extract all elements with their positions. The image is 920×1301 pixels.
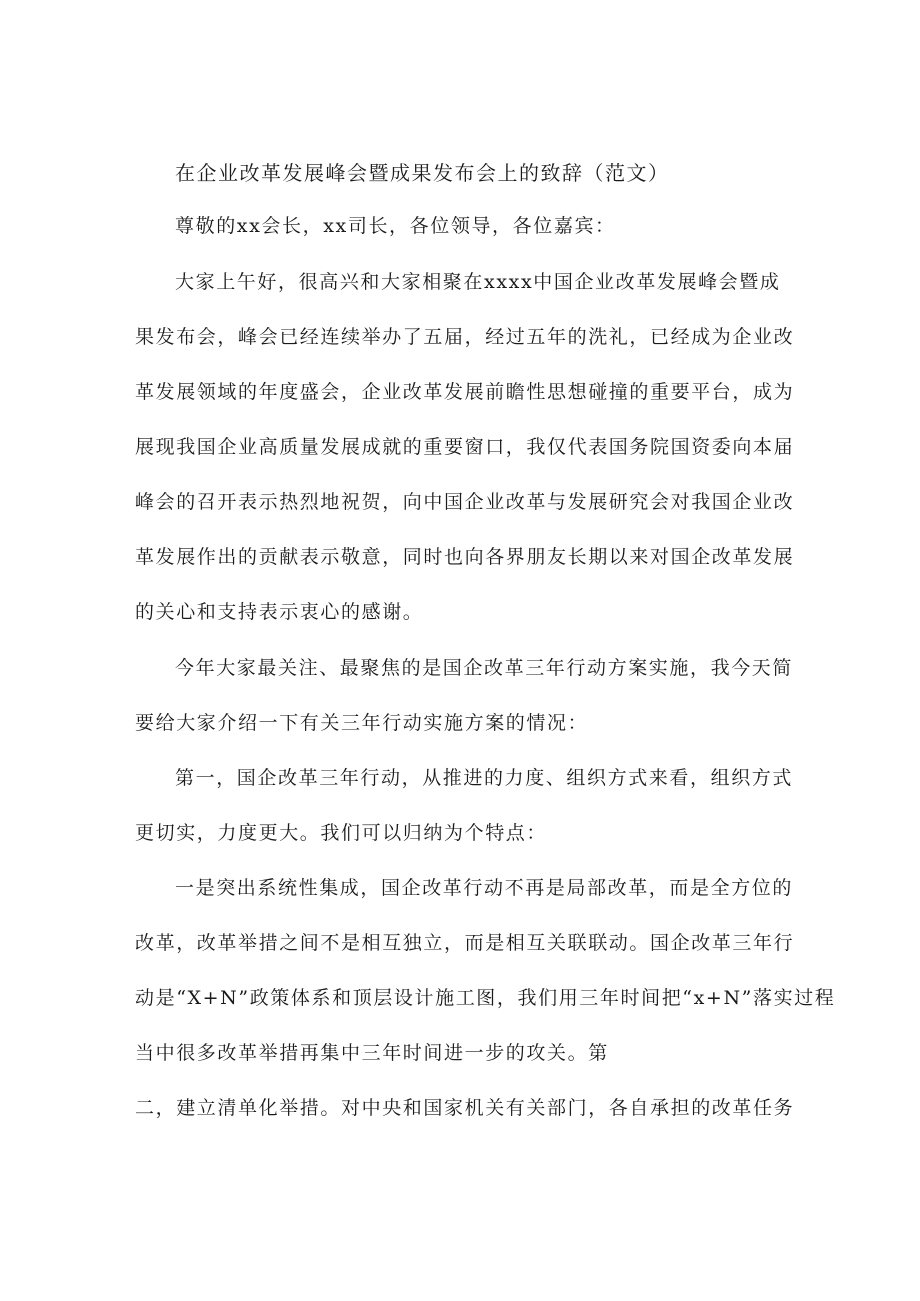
paragraph-line: 大家上午好，很高兴和大家相聚在xxxx中国企业改革发展峰会暨成 (175, 271, 781, 293)
paragraph-line: 果发布会，峰会已经连续举办了五届，经过五年的洗礼，已经成为企业改 (135, 326, 795, 348)
paragraph-line: 今年大家最关注、最聚焦的是国企改革三年行动方案实施，我今天简 (175, 657, 794, 679)
paragraph-line: 当中很多改革举措再集中三年时间进一步的攻关。第 (135, 1042, 609, 1064)
paragraph-line: 革发展作出的贡献表示敬意，同时也向各界朋友长期以来对国企改革发展 (135, 546, 795, 568)
paragraph-line: 动是“X+N”政策体系和顶层设计施工图，我们用三年时间把“x+N”落实过程 (135, 987, 836, 1009)
paragraph-line: 改革，改革举措之间不是相互独立，而是相互关联联动。国企改革三年行 (135, 932, 795, 954)
paragraph-line: 要给大家介绍一下有关三年行动实施方案的情况： (135, 712, 589, 734)
paragraph-line: 第一，国企改革三年行动，从推进的力度、组织方式来看，组织方式 (175, 767, 794, 789)
paragraph-line: 一是突出系统性集成，国企改革行动不再是局部改革，而是全方位的 (175, 877, 794, 899)
paragraph-line: 更切实，力度更大。我们可以归纳为个特点： (135, 822, 548, 844)
paragraph-line: 二，建立清单化举措。对中央和国家机关有关部门，各自承担的改革任务 (135, 1097, 795, 1119)
paragraph-line: 革发展领域的年度盛会，企业改革发展前瞻性思想碰撞的重要平台，成为 (135, 381, 795, 403)
paragraph-line: 的关心和支持表示衷心的感谢。 (135, 601, 424, 623)
paragraph-line: 峰会的召开表示热烈地祝贺，向中国企业改革与发展研究会对我国企业改 (135, 491, 795, 513)
salutation: 尊敬的xx会长，xx司长，各位领导，各位嘉宾： (175, 215, 616, 237)
paragraph-line: 展现我国企业高质量发展成就的重要窗口，我仅代表国务院国资委向本届 (135, 436, 795, 458)
document-title: 在企业改革发展峰会暨成果发布会上的致辞（范文） (175, 161, 670, 185)
